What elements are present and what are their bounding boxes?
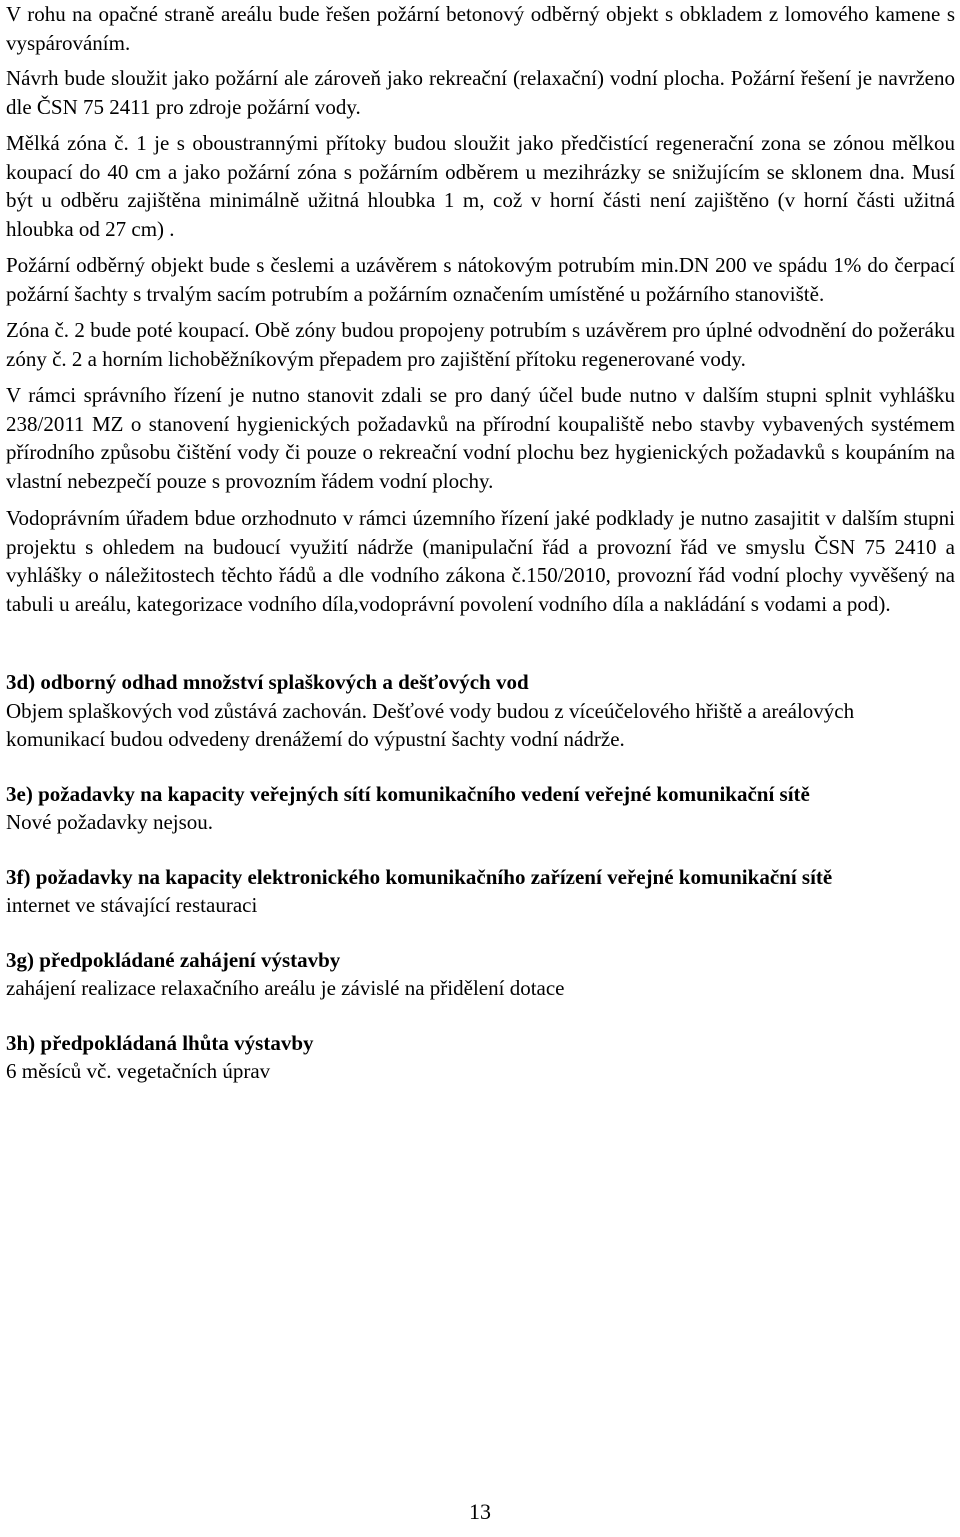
section-3e [6,780,955,837]
section-heading: 3h) předpokládaná lhůta výstavby [6,1030,314,1055]
section-text: internet ve stávající restauraci [6,893,258,917]
paragraph-design-purpose: Návrh bude sloužit jako požární ale zároveň jako rekreační (relaxační) vodní plocha. Požární řešení je navrženo dle ČSN 75 2411 pro zdroje požární vody. [6,66,955,119]
section-3d [6,668,955,754]
paragraph-administrative-procedure: V rámci správního řízení je nutno stanovit zdali se pro daný účel bude nutno v dalším stupni splnit vyhlášku 238/2011 MZ o stanovení hygienických požadavků na přírodní koupaliště nebo stavby vybavených systémem přírodního způsobu čištění vody či pouze o rekreační vodní plochu bez hygienických požadavků s koupáním na vlastní nebezpečí pouze s provozním řádem vodní plochy. [6,383,955,493]
section-text: Objem splaškových vod zůstává zachován. Dešťové vody budou z víceúčelového hřiště a areálových komunikací budou odvedeny drenážemí do výpustní šachty vodní nádrže. [6,698,855,751]
section-text: zahájení realizace relaxačního areálu je závislé na přidělení dotace [6,976,565,1000]
section-heading: 3d) odborný odhad množství splaškových a dešťových vod [6,670,529,694]
section-text: Nové požadavky nejsou. [6,810,214,834]
section-3f [6,863,955,920]
section-3g [6,946,955,1003]
page-number: 13 [469,1499,491,1524]
paragraph-water-authority: Vodoprávním úřadem bdue orzhodnuto v rámci územního řízení jaké podklady je nutno zasajitit v dalším stupni projektu s ohledem na budoucí využití nádrže (manipulační řád a provozní řád ve smyslu ČSN 75 2410 a vyhlášky o náležitostech těchto řádů a dle vodního zákona č.150/2010, provozní řád vodní plochy vyvěšený na tabuli u areálu, kategorizace vodního díla,vodoprávní povolení vodního díla a nakládání s vodami a pod). [6,506,955,616]
section-heading: 3f) požadavky na kapacity elektronického komunikačního zařízení veřejné komunikační sítě [6,864,833,889]
document-page [6,0,955,1086]
paragraph-fire-object: V rohu na opačné straně areálu bude řešen požární betonový odběrný objekt s obkladem z lomového kamene s vyspárováním. [6,2,955,55]
section-heading: 3e) požadavky na kapacity veřejných sítí komunikačního vedení veřejné komunikační sítě [6,781,810,806]
section-heading: 3g) předpokládané zahájení výstavby [6,947,341,972]
section-text: 6 měsíců vč. vegetačních úprav [6,1059,271,1083]
paragraph-shallow-zone: Mělká zóna č. 1 je s oboustrannými přítoky budou sloužit jako předčistící regenerační zona se zónou mělkou koupací do 40 cm a jako požární zóna s požárním odběrem u mezihrázky se snižujícím se sklonem dna. Musí být u odběru zajištěna minimálně užitná hloubka 1 m, což v horní části není zajištěno (v horní části užitná hloubka od 27 cm) . [6,131,955,241]
paragraph-fire-intake: Požární odběrný objekt bude s česlemi a uzávěrem s nátokovým potrubím min.DN 200 ve spádu 1% do čerpací požární šachty s trvalým sacím potrubím a požárním označením umístěné u požárního stanoviště. [6,253,955,306]
section-3h [6,1029,955,1086]
paragraph-zone-two: Zóna č. 2 bude poté koupací. Obě zóny budou propojeny potrubím s uzávěrem pro úplné odvodnění do požeráku zóny č. 2 a horním lichoběžníkovým přepadem pro zajištění přítoku regenerované vody. [6,318,955,371]
